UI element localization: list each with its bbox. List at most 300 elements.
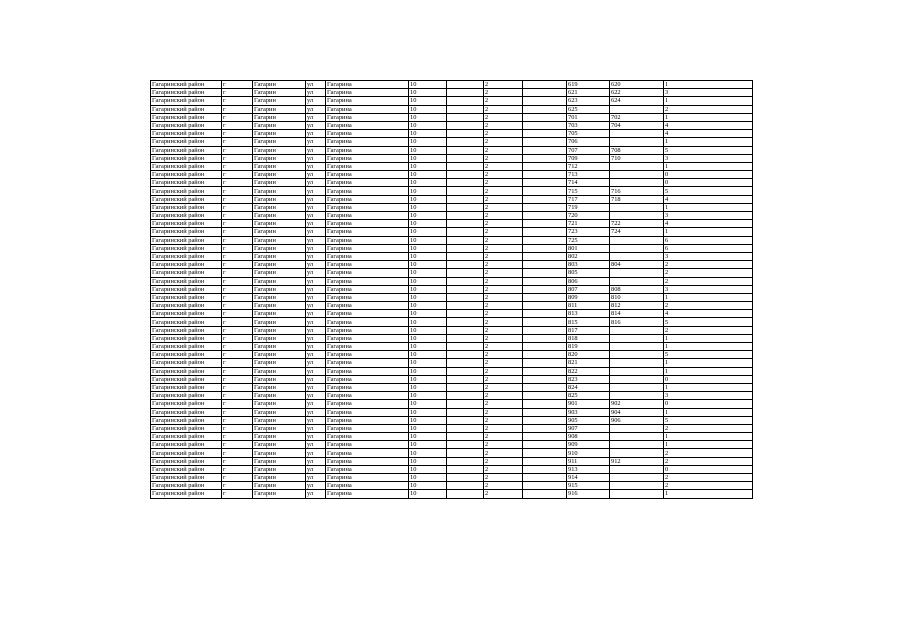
cell-street-type: ул xyxy=(306,326,326,334)
cell-settlement: Гагарин xyxy=(253,457,306,465)
cell-settlement-type: г xyxy=(222,449,253,457)
cell-settlement: Гагарин xyxy=(253,482,306,490)
cell-col-9 xyxy=(523,416,567,424)
table-row xyxy=(151,220,753,228)
cell-number-from: 819 xyxy=(567,343,610,351)
table-row xyxy=(151,146,753,154)
cell-col-8: 2 xyxy=(484,408,523,416)
cell-col-6: 10 xyxy=(409,326,447,334)
cell-settlement: Гагарин xyxy=(253,89,306,97)
cell-count: 1 xyxy=(664,383,753,391)
cell-street: Гагарина xyxy=(326,424,409,432)
cell-street: Гагарина xyxy=(326,285,409,293)
cell-number-to xyxy=(610,359,664,367)
cell-settlement-type: г xyxy=(222,351,253,359)
cell-settlement-type: г xyxy=(222,105,253,113)
cell-col-6: 10 xyxy=(409,203,447,211)
cell-settlement: Гагарин xyxy=(253,179,306,187)
cell-col-6: 10 xyxy=(409,269,447,277)
cell-street: Гагарина xyxy=(326,441,409,449)
cell-district: Гагаринский район xyxy=(151,220,222,228)
cell-col-7 xyxy=(447,179,484,187)
cell-col-6: 10 xyxy=(409,490,447,498)
cell-col-8: 2 xyxy=(484,113,523,121)
table-row xyxy=(151,457,753,465)
cell-col-7 xyxy=(447,465,484,473)
cell-settlement-type: г xyxy=(222,212,253,220)
cell-col-9 xyxy=(523,154,567,162)
cell-settlement-type: г xyxy=(222,465,253,473)
cell-district: Гагаринский район xyxy=(151,261,222,269)
cell-number-to xyxy=(610,334,664,342)
cell-number-to: 620 xyxy=(610,81,664,89)
cell-district: Гагаринский район xyxy=(151,392,222,400)
cell-number-to: 704 xyxy=(610,121,664,129)
cell-col-9 xyxy=(523,162,567,170)
table-row xyxy=(151,310,753,318)
cell-count: 3 xyxy=(664,252,753,260)
cell-settlement-type: г xyxy=(222,359,253,367)
cell-col-6: 10 xyxy=(409,146,447,154)
cell-count: 4 xyxy=(664,195,753,203)
cell-col-9 xyxy=(523,121,567,129)
cell-col-9 xyxy=(523,310,567,318)
cell-count: 5 xyxy=(664,416,753,424)
cell-settlement-type: г xyxy=(222,81,253,89)
cell-settlement: Гагарин xyxy=(253,351,306,359)
cell-col-9 xyxy=(523,105,567,113)
table-row xyxy=(151,212,753,220)
cell-district: Гагаринский район xyxy=(151,171,222,179)
cell-street: Гагарина xyxy=(326,105,409,113)
cell-settlement-type: г xyxy=(222,408,253,416)
address-table xyxy=(150,80,753,499)
cell-col-7 xyxy=(447,252,484,260)
cell-street: Гагарина xyxy=(326,195,409,203)
table-row xyxy=(151,326,753,334)
cell-settlement: Гагарин xyxy=(253,220,306,228)
cell-col-8: 2 xyxy=(484,334,523,342)
cell-street: Гагарина xyxy=(326,179,409,187)
cell-col-9 xyxy=(523,375,567,383)
cell-street: Гагарина xyxy=(326,326,409,334)
cell-col-7 xyxy=(447,490,484,498)
cell-settlement-type: г xyxy=(222,400,253,408)
cell-number-to xyxy=(610,277,664,285)
cell-col-9 xyxy=(523,97,567,105)
cell-number-to xyxy=(610,433,664,441)
cell-settlement: Гагарин xyxy=(253,416,306,424)
table-row xyxy=(151,269,753,277)
cell-col-6: 10 xyxy=(409,383,447,391)
cell-col-6: 10 xyxy=(409,441,447,449)
table-row xyxy=(151,490,753,498)
cell-settlement-type: г xyxy=(222,490,253,498)
cell-street-type: ул xyxy=(306,212,326,220)
table-row xyxy=(151,81,753,89)
cell-count: 2 xyxy=(664,457,753,465)
cell-number-from: 807 xyxy=(567,285,610,293)
cell-col-6: 10 xyxy=(409,482,447,490)
cell-settlement-type: г xyxy=(222,310,253,318)
cell-settlement-type: г xyxy=(222,441,253,449)
cell-col-9 xyxy=(523,392,567,400)
cell-count: 0 xyxy=(664,171,753,179)
cell-number-from: 822 xyxy=(567,367,610,375)
cell-settlement: Гагарин xyxy=(253,261,306,269)
cell-col-7 xyxy=(447,277,484,285)
cell-street: Гагарина xyxy=(326,302,409,310)
cell-number-from: 910 xyxy=(567,449,610,457)
cell-col-8: 2 xyxy=(484,212,523,220)
cell-col-6: 10 xyxy=(409,474,447,482)
cell-count: 1 xyxy=(664,228,753,236)
cell-col-9 xyxy=(523,261,567,269)
cell-district: Гагаринский район xyxy=(151,367,222,375)
cell-col-8: 2 xyxy=(484,474,523,482)
cell-district: Гагаринский район xyxy=(151,187,222,195)
cell-col-6: 10 xyxy=(409,334,447,342)
cell-count: 2 xyxy=(664,326,753,334)
cell-street: Гагарина xyxy=(326,392,409,400)
cell-col-9 xyxy=(523,228,567,236)
cell-count: 1 xyxy=(664,490,753,498)
cell-number-to xyxy=(610,465,664,473)
cell-street-type: ул xyxy=(306,441,326,449)
cell-number-to xyxy=(610,269,664,277)
cell-number-to xyxy=(610,375,664,383)
cell-col-7 xyxy=(447,121,484,129)
cell-number-to: 702 xyxy=(610,113,664,121)
cell-col-8: 2 xyxy=(484,171,523,179)
cell-settlement-type: г xyxy=(222,334,253,342)
cell-col-7 xyxy=(447,244,484,252)
cell-settlement-type: г xyxy=(222,228,253,236)
cell-col-6: 10 xyxy=(409,228,447,236)
cell-number-from: 815 xyxy=(567,318,610,326)
cell-settlement: Гагарин xyxy=(253,171,306,179)
cell-street: Гагарина xyxy=(326,138,409,146)
cell-col-6: 10 xyxy=(409,195,447,203)
cell-settlement-type: г xyxy=(222,433,253,441)
cell-street: Гагарина xyxy=(326,375,409,383)
cell-settlement: Гагарин xyxy=(253,375,306,383)
cell-street: Гагарина xyxy=(326,187,409,195)
cell-street: Гагарина xyxy=(326,449,409,457)
cell-number-to: 814 xyxy=(610,310,664,318)
cell-settlement: Гагарин xyxy=(253,236,306,244)
cell-number-to xyxy=(610,130,664,138)
cell-count: 2 xyxy=(664,105,753,113)
cell-district: Гагаринский район xyxy=(151,408,222,416)
cell-street: Гагарина xyxy=(326,351,409,359)
cell-number-to: 722 xyxy=(610,220,664,228)
cell-col-7 xyxy=(447,130,484,138)
cell-number-to: 906 xyxy=(610,416,664,424)
cell-street: Гагарина xyxy=(326,474,409,482)
table-row xyxy=(151,228,753,236)
cell-count: 5 xyxy=(664,187,753,195)
cell-col-6: 10 xyxy=(409,392,447,400)
cell-number-from: 709 xyxy=(567,154,610,162)
cell-street: Гагарина xyxy=(326,261,409,269)
cell-number-from: 803 xyxy=(567,261,610,269)
cell-street-type: ул xyxy=(306,285,326,293)
cell-settlement-type: г xyxy=(222,121,253,129)
table-row xyxy=(151,261,753,269)
cell-count: 2 xyxy=(664,277,753,285)
table-row xyxy=(151,97,753,105)
table-row xyxy=(151,383,753,391)
cell-number-to: 810 xyxy=(610,293,664,301)
cell-col-9 xyxy=(523,318,567,326)
cell-street: Гагарина xyxy=(326,383,409,391)
cell-settlement-type: г xyxy=(222,252,253,260)
cell-street-type: ул xyxy=(306,97,326,105)
cell-street-type: ул xyxy=(306,293,326,301)
cell-col-7 xyxy=(447,89,484,97)
cell-settlement-type: г xyxy=(222,367,253,375)
cell-settlement-type: г xyxy=(222,302,253,310)
cell-count: 1 xyxy=(664,97,753,105)
cell-street-type: ул xyxy=(306,228,326,236)
cell-col-8: 2 xyxy=(484,359,523,367)
cell-street-type: ул xyxy=(306,121,326,129)
cell-col-6: 10 xyxy=(409,343,447,351)
cell-street: Гагарина xyxy=(326,465,409,473)
cell-col-6: 10 xyxy=(409,236,447,244)
table-row xyxy=(151,449,753,457)
cell-count: 2 xyxy=(664,261,753,269)
cell-settlement-type: г xyxy=(222,89,253,97)
cell-district: Гагаринский район xyxy=(151,113,222,121)
cell-col-9 xyxy=(523,334,567,342)
cell-col-9 xyxy=(523,89,567,97)
cell-number-from: 818 xyxy=(567,334,610,342)
cell-col-9 xyxy=(523,195,567,203)
cell-count: 3 xyxy=(664,154,753,162)
cell-street: Гагарина xyxy=(326,457,409,465)
cell-district: Гагаринский район xyxy=(151,449,222,457)
cell-number-to xyxy=(610,474,664,482)
table-row xyxy=(151,105,753,113)
table-row xyxy=(151,138,753,146)
cell-street-type: ул xyxy=(306,392,326,400)
cell-number-from: 706 xyxy=(567,138,610,146)
cell-district: Гагаринский район xyxy=(151,383,222,391)
cell-count: 4 xyxy=(664,220,753,228)
cell-street-type: ул xyxy=(306,113,326,121)
cell-count: 5 xyxy=(664,318,753,326)
cell-number-from: 802 xyxy=(567,252,610,260)
cell-col-6: 10 xyxy=(409,220,447,228)
cell-count: 3 xyxy=(664,392,753,400)
cell-col-8: 2 xyxy=(484,310,523,318)
cell-settlement: Гагарин xyxy=(253,228,306,236)
cell-district: Гагаринский район xyxy=(151,343,222,351)
cell-district: Гагаринский район xyxy=(151,121,222,129)
cell-col-8: 2 xyxy=(484,457,523,465)
cell-col-7 xyxy=(447,195,484,203)
cell-street-type: ул xyxy=(306,416,326,424)
cell-col-8: 2 xyxy=(484,154,523,162)
cell-col-8: 2 xyxy=(484,351,523,359)
cell-count: 0 xyxy=(664,179,753,187)
cell-district: Гагаринский район xyxy=(151,424,222,432)
cell-settlement: Гагарин xyxy=(253,203,306,211)
table-row xyxy=(151,285,753,293)
cell-district: Гагаринский район xyxy=(151,146,222,154)
cell-number-from: 703 xyxy=(567,121,610,129)
cell-number-from: 707 xyxy=(567,146,610,154)
cell-number-from: 809 xyxy=(567,293,610,301)
cell-number-to xyxy=(610,179,664,187)
cell-number-from: 915 xyxy=(567,482,610,490)
cell-col-7 xyxy=(447,474,484,482)
cell-col-6: 10 xyxy=(409,457,447,465)
cell-number-from: 913 xyxy=(567,465,610,473)
cell-col-8: 2 xyxy=(484,220,523,228)
cell-col-9 xyxy=(523,81,567,89)
cell-settlement-type: г xyxy=(222,146,253,154)
cell-count: 0 xyxy=(664,400,753,408)
cell-col-6: 10 xyxy=(409,212,447,220)
table-row xyxy=(151,244,753,252)
cell-street: Гагарина xyxy=(326,277,409,285)
cell-settlement: Гагарин xyxy=(253,310,306,318)
cell-district: Гагаринский район xyxy=(151,474,222,482)
table-body xyxy=(151,81,753,499)
cell-street: Гагарина xyxy=(326,212,409,220)
cell-number-to xyxy=(610,482,664,490)
cell-col-7 xyxy=(447,228,484,236)
table-row xyxy=(151,392,753,400)
cell-street: Гагарина xyxy=(326,359,409,367)
cell-number-from: 901 xyxy=(567,400,610,408)
table-row xyxy=(151,433,753,441)
table-row xyxy=(151,474,753,482)
cell-settlement: Гагарин xyxy=(253,252,306,260)
cell-street-type: ул xyxy=(306,179,326,187)
cell-col-8: 2 xyxy=(484,105,523,113)
cell-number-to xyxy=(610,326,664,334)
cell-number-to xyxy=(610,343,664,351)
cell-settlement: Гагарин xyxy=(253,441,306,449)
cell-col-7 xyxy=(447,154,484,162)
cell-settlement-type: г xyxy=(222,195,253,203)
cell-settlement: Гагарин xyxy=(253,187,306,195)
cell-number-to xyxy=(610,236,664,244)
cell-col-6: 10 xyxy=(409,359,447,367)
cell-district: Гагаринский район xyxy=(151,318,222,326)
cell-col-6: 10 xyxy=(409,252,447,260)
cell-number-to: 902 xyxy=(610,400,664,408)
cell-street-type: ул xyxy=(306,359,326,367)
cell-settlement-type: г xyxy=(222,220,253,228)
cell-settlement: Гагарин xyxy=(253,81,306,89)
cell-col-9 xyxy=(523,130,567,138)
cell-settlement-type: г xyxy=(222,269,253,277)
cell-settlement-type: г xyxy=(222,474,253,482)
cell-col-8: 2 xyxy=(484,244,523,252)
cell-number-to: 808 xyxy=(610,285,664,293)
cell-col-7 xyxy=(447,433,484,441)
cell-col-6: 10 xyxy=(409,171,447,179)
table-row xyxy=(151,130,753,138)
cell-number-to xyxy=(610,105,664,113)
table-row xyxy=(151,154,753,162)
cell-col-6: 10 xyxy=(409,400,447,408)
cell-col-7 xyxy=(447,105,484,113)
cell-number-from: 813 xyxy=(567,310,610,318)
cell-number-to: 812 xyxy=(610,302,664,310)
cell-settlement: Гагарин xyxy=(253,97,306,105)
cell-number-to xyxy=(610,162,664,170)
cell-street-type: ул xyxy=(306,277,326,285)
cell-col-8: 2 xyxy=(484,482,523,490)
cell-col-7 xyxy=(447,146,484,154)
cell-district: Гагаринский район xyxy=(151,482,222,490)
cell-col-6: 10 xyxy=(409,89,447,97)
cell-number-from: 905 xyxy=(567,416,610,424)
cell-number-from: 916 xyxy=(567,490,610,498)
cell-col-6: 10 xyxy=(409,285,447,293)
cell-settlement: Гагарин xyxy=(253,244,306,252)
cell-col-8: 2 xyxy=(484,326,523,334)
cell-col-6: 10 xyxy=(409,130,447,138)
cell-street-type: ул xyxy=(306,351,326,359)
cell-count: 1 xyxy=(664,203,753,211)
cell-street: Гагарина xyxy=(326,244,409,252)
cell-settlement-type: г xyxy=(222,187,253,195)
cell-col-9 xyxy=(523,474,567,482)
cell-settlement: Гагарин xyxy=(253,105,306,113)
table-row xyxy=(151,318,753,326)
table-row xyxy=(151,113,753,121)
cell-col-9 xyxy=(523,146,567,154)
cell-settlement: Гагарин xyxy=(253,138,306,146)
cell-street-type: ул xyxy=(306,375,326,383)
cell-count: 5 xyxy=(664,351,753,359)
cell-district: Гагаринский район xyxy=(151,154,222,162)
table-row xyxy=(151,375,753,383)
cell-col-9 xyxy=(523,244,567,252)
table-row xyxy=(151,195,753,203)
cell-number-from: 811 xyxy=(567,302,610,310)
cell-street: Гагарина xyxy=(326,293,409,301)
cell-col-8: 2 xyxy=(484,449,523,457)
cell-count: 1 xyxy=(664,408,753,416)
cell-street-type: ул xyxy=(306,367,326,375)
cell-number-to: 904 xyxy=(610,408,664,416)
cell-street: Гагарина xyxy=(326,433,409,441)
cell-district: Гагаринский район xyxy=(151,457,222,465)
cell-col-9 xyxy=(523,187,567,195)
cell-col-8: 2 xyxy=(484,392,523,400)
cell-street-type: ул xyxy=(306,203,326,211)
cell-settlement: Гагарин xyxy=(253,146,306,154)
cell-number-from: 801 xyxy=(567,244,610,252)
cell-street: Гагарина xyxy=(326,482,409,490)
cell-col-6: 10 xyxy=(409,154,447,162)
cell-col-8: 2 xyxy=(484,293,523,301)
cell-district: Гагаринский район xyxy=(151,212,222,220)
cell-street: Гагарина xyxy=(326,408,409,416)
cell-number-from: 723 xyxy=(567,228,610,236)
cell-street-type: ул xyxy=(306,408,326,416)
cell-street: Гагарина xyxy=(326,310,409,318)
cell-col-6: 10 xyxy=(409,424,447,432)
